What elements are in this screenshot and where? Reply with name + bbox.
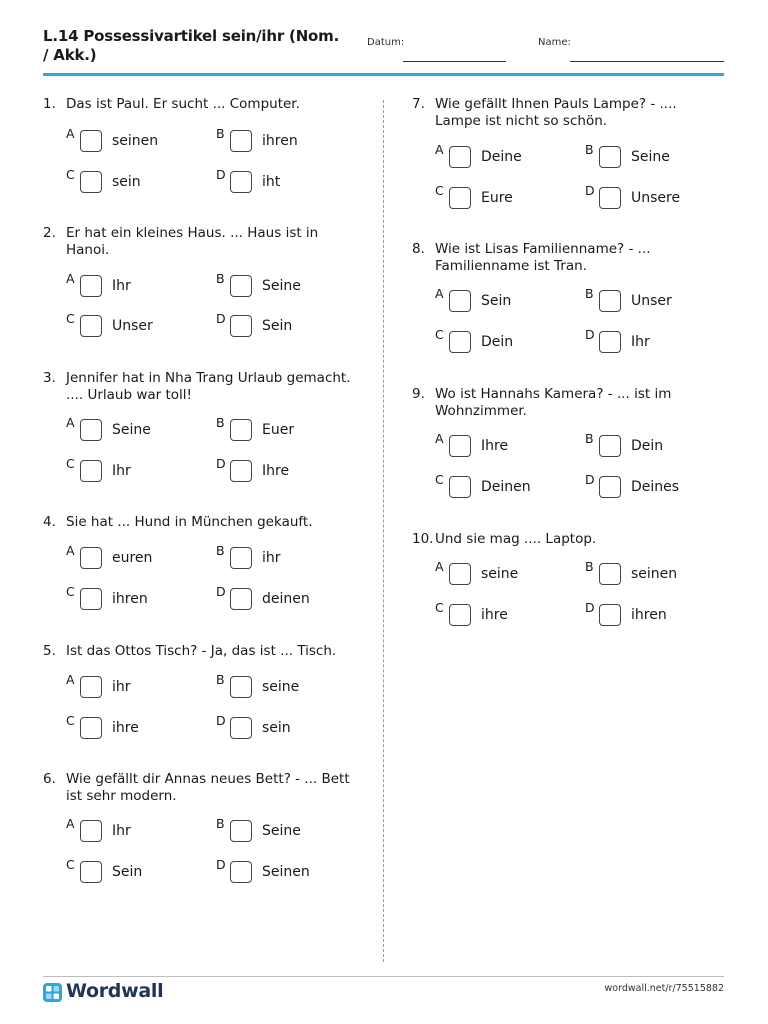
option-text: Eure bbox=[481, 190, 513, 206]
answer-checkbox[interactable] bbox=[449, 563, 471, 585]
option-letter: A bbox=[66, 271, 75, 286]
answer-checkbox[interactable] bbox=[449, 476, 471, 498]
answer-checkbox[interactable] bbox=[230, 820, 252, 842]
answer-checkbox[interactable] bbox=[230, 171, 252, 193]
answer-checkbox[interactable] bbox=[449, 290, 471, 312]
name-label: Name: bbox=[538, 37, 571, 48]
question-number: 2. bbox=[43, 225, 56, 241]
answer-checkbox[interactable] bbox=[80, 676, 102, 698]
answer-checkbox[interactable] bbox=[80, 275, 102, 297]
option-letter: C bbox=[66, 857, 75, 872]
option-letter: C bbox=[435, 183, 444, 198]
option-letter: D bbox=[216, 584, 226, 599]
option-text: sein bbox=[262, 720, 291, 736]
question-number: 3. bbox=[43, 370, 56, 386]
option-text: ihr bbox=[262, 550, 281, 566]
question-number: 8. bbox=[412, 241, 425, 257]
option-text: seinen bbox=[631, 566, 678, 582]
option-text: Seine bbox=[631, 149, 670, 165]
option-text: Ihr bbox=[112, 278, 131, 294]
option-text: Unsere bbox=[631, 190, 681, 206]
answer-checkbox[interactable] bbox=[80, 717, 102, 739]
option-letter: B bbox=[585, 559, 594, 574]
option-letter: B bbox=[585, 431, 594, 446]
option-text: Sein bbox=[112, 864, 143, 880]
answer-checkbox[interactable] bbox=[599, 331, 621, 353]
answer-checkbox[interactable] bbox=[599, 604, 621, 626]
question-text: Ist das Ottos Tisch? - Ja, das ist ... Tisch. bbox=[66, 643, 337, 659]
option-text: ihren bbox=[262, 133, 298, 149]
option-text: iht bbox=[262, 174, 281, 190]
answer-checkbox[interactable] bbox=[449, 604, 471, 626]
option-text: Sein bbox=[481, 293, 512, 309]
option-letter: A bbox=[66, 816, 75, 831]
footer-url[interactable]: wordwall.net/r/75515882 bbox=[604, 983, 724, 994]
worksheet-title: L.14 Possessivartikel sein/ihr (Nom. / Akk.) bbox=[43, 27, 340, 64]
option-text: sein bbox=[112, 174, 141, 190]
answer-checkbox[interactable] bbox=[230, 275, 252, 297]
option-text: Seine bbox=[262, 278, 301, 294]
answer-checkbox[interactable] bbox=[80, 419, 102, 441]
option-letter: B bbox=[216, 415, 225, 430]
answer-checkbox[interactable] bbox=[80, 315, 102, 337]
answer-checkbox[interactable] bbox=[80, 820, 102, 842]
answer-checkbox[interactable] bbox=[449, 187, 471, 209]
option-text: Unser bbox=[112, 318, 153, 334]
option-text: Seinen bbox=[262, 864, 310, 880]
answer-checkbox[interactable] bbox=[449, 146, 471, 168]
answer-checkbox[interactable] bbox=[230, 676, 252, 698]
option-text: Seine bbox=[112, 422, 151, 438]
option-letter: A bbox=[435, 431, 444, 446]
answer-checkbox[interactable] bbox=[80, 460, 102, 482]
option-letter: B bbox=[216, 672, 225, 687]
option-letter: B bbox=[216, 816, 225, 831]
answer-checkbox[interactable] bbox=[230, 315, 252, 337]
option-letter: D bbox=[216, 857, 226, 872]
option-letter: C bbox=[435, 472, 444, 487]
option-letter: C bbox=[66, 584, 75, 599]
option-letter: C bbox=[66, 167, 75, 182]
answer-checkbox[interactable] bbox=[230, 588, 252, 610]
answer-checkbox[interactable] bbox=[599, 476, 621, 498]
option-letter: A bbox=[66, 415, 75, 430]
answer-checkbox[interactable] bbox=[230, 460, 252, 482]
option-text: Ihr bbox=[112, 463, 131, 479]
option-text: ihr bbox=[112, 679, 131, 695]
option-text: ihren bbox=[631, 607, 667, 623]
answer-checkbox[interactable] bbox=[80, 588, 102, 610]
answer-checkbox[interactable] bbox=[599, 146, 621, 168]
option-text: seinen bbox=[112, 133, 159, 149]
option-text: euren bbox=[112, 550, 153, 566]
option-text: ihren bbox=[112, 591, 148, 607]
answer-checkbox[interactable] bbox=[80, 861, 102, 883]
option-letter: B bbox=[216, 271, 225, 286]
option-letter: D bbox=[585, 600, 595, 615]
question-number: 9. bbox=[412, 386, 425, 402]
question-text: Wie gefällt dir Annas neues Bett? - ... Bett ist sehr modern. bbox=[66, 771, 350, 804]
question-number: 6. bbox=[43, 771, 56, 787]
option-text: Ihr bbox=[631, 334, 650, 350]
option-letter: C bbox=[66, 311, 75, 326]
option-text: Deine bbox=[481, 149, 522, 165]
option-text: seine bbox=[481, 566, 519, 582]
option-letter: C bbox=[435, 327, 444, 342]
option-letter: D bbox=[216, 713, 226, 728]
option-letter: D bbox=[585, 183, 595, 198]
option-letter: D bbox=[585, 327, 595, 342]
option-letter: A bbox=[66, 543, 75, 558]
question-number: 10. bbox=[412, 531, 434, 547]
option-text: ihre bbox=[481, 607, 508, 623]
column-divider bbox=[383, 100, 384, 962]
option-letter: D bbox=[216, 167, 226, 182]
answer-checkbox[interactable] bbox=[80, 547, 102, 569]
question-text: Wie gefällt Ihnen Pauls Lampe? - .... Lampe ist nicht so schön. bbox=[435, 96, 677, 129]
option-text: seine bbox=[262, 679, 300, 695]
option-text: Ihre bbox=[481, 438, 509, 454]
question-number: 4. bbox=[43, 514, 56, 530]
option-letter: B bbox=[216, 543, 225, 558]
option-text: deinen bbox=[262, 591, 310, 607]
wordwall-logo-text: Wordwall bbox=[66, 980, 164, 1002]
option-letter: A bbox=[435, 142, 444, 157]
question-text: Und sie mag .... Laptop. bbox=[435, 531, 597, 547]
wordwall-logo-icon bbox=[43, 983, 62, 1002]
answer-checkbox[interactable] bbox=[599, 187, 621, 209]
option-text: Deines bbox=[631, 479, 680, 495]
question-text: Das ist Paul. Er sucht ... Computer. bbox=[66, 96, 300, 112]
option-letter: A bbox=[66, 126, 75, 141]
question-text: Er hat ein kleines Haus. ... Haus ist in Hanoi. bbox=[66, 225, 319, 258]
answer-checkbox[interactable] bbox=[230, 717, 252, 739]
answer-checkbox[interactable] bbox=[80, 171, 102, 193]
option-letter: D bbox=[585, 472, 595, 487]
answer-checkbox[interactable] bbox=[449, 435, 471, 457]
header-divider bbox=[43, 73, 724, 76]
name-field[interactable] bbox=[570, 61, 724, 62]
footer-divider bbox=[43, 976, 724, 977]
option-text: Ihre bbox=[262, 463, 290, 479]
option-letter: D bbox=[216, 311, 226, 326]
question-text: Wo ist Hannahs Kamera? - ... ist im Wohnzimmer. bbox=[435, 386, 672, 419]
option-text: Seine bbox=[262, 823, 301, 839]
answer-checkbox[interactable] bbox=[230, 419, 252, 441]
answer-checkbox[interactable] bbox=[230, 130, 252, 152]
question-text: Jennifer hat in Nha Trang Urlaub gemacht. .... Urlaub war toll! bbox=[66, 370, 351, 403]
answer-checkbox[interactable] bbox=[599, 435, 621, 457]
option-text: Dein bbox=[481, 334, 514, 350]
answer-checkbox[interactable] bbox=[230, 547, 252, 569]
answer-checkbox[interactable] bbox=[599, 290, 621, 312]
date-label: Datum: bbox=[367, 37, 405, 48]
question-text: Wie ist Lisas Familienname? - ... Familienname ist Tran. bbox=[435, 241, 651, 274]
answer-checkbox[interactable] bbox=[599, 563, 621, 585]
option-letter: A bbox=[66, 672, 75, 687]
question-number: 7. bbox=[412, 96, 425, 112]
answer-checkbox[interactable] bbox=[449, 331, 471, 353]
option-letter: A bbox=[435, 286, 444, 301]
option-letter: B bbox=[585, 142, 594, 157]
option-text: Euer bbox=[262, 422, 295, 438]
option-text: Sein bbox=[262, 318, 293, 334]
option-letter: D bbox=[216, 456, 226, 471]
question-text: Sie hat ... Hund in München gekauft. bbox=[66, 514, 313, 530]
option-text: Deinen bbox=[481, 479, 531, 495]
option-letter: B bbox=[585, 286, 594, 301]
date-field[interactable] bbox=[403, 61, 506, 62]
question-number: 1. bbox=[43, 96, 56, 112]
answer-checkbox[interactable] bbox=[80, 130, 102, 152]
option-letter: C bbox=[435, 600, 444, 615]
option-letter: C bbox=[66, 713, 75, 728]
question-number: 5. bbox=[43, 643, 56, 659]
option-text: Ihr bbox=[112, 823, 131, 839]
option-letter: A bbox=[435, 559, 444, 574]
answer-checkbox[interactable] bbox=[230, 861, 252, 883]
option-letter: C bbox=[66, 456, 75, 471]
option-text: ihre bbox=[112, 720, 139, 736]
option-text: Dein bbox=[631, 438, 664, 454]
option-letter: B bbox=[216, 126, 225, 141]
option-text: Unser bbox=[631, 293, 672, 309]
